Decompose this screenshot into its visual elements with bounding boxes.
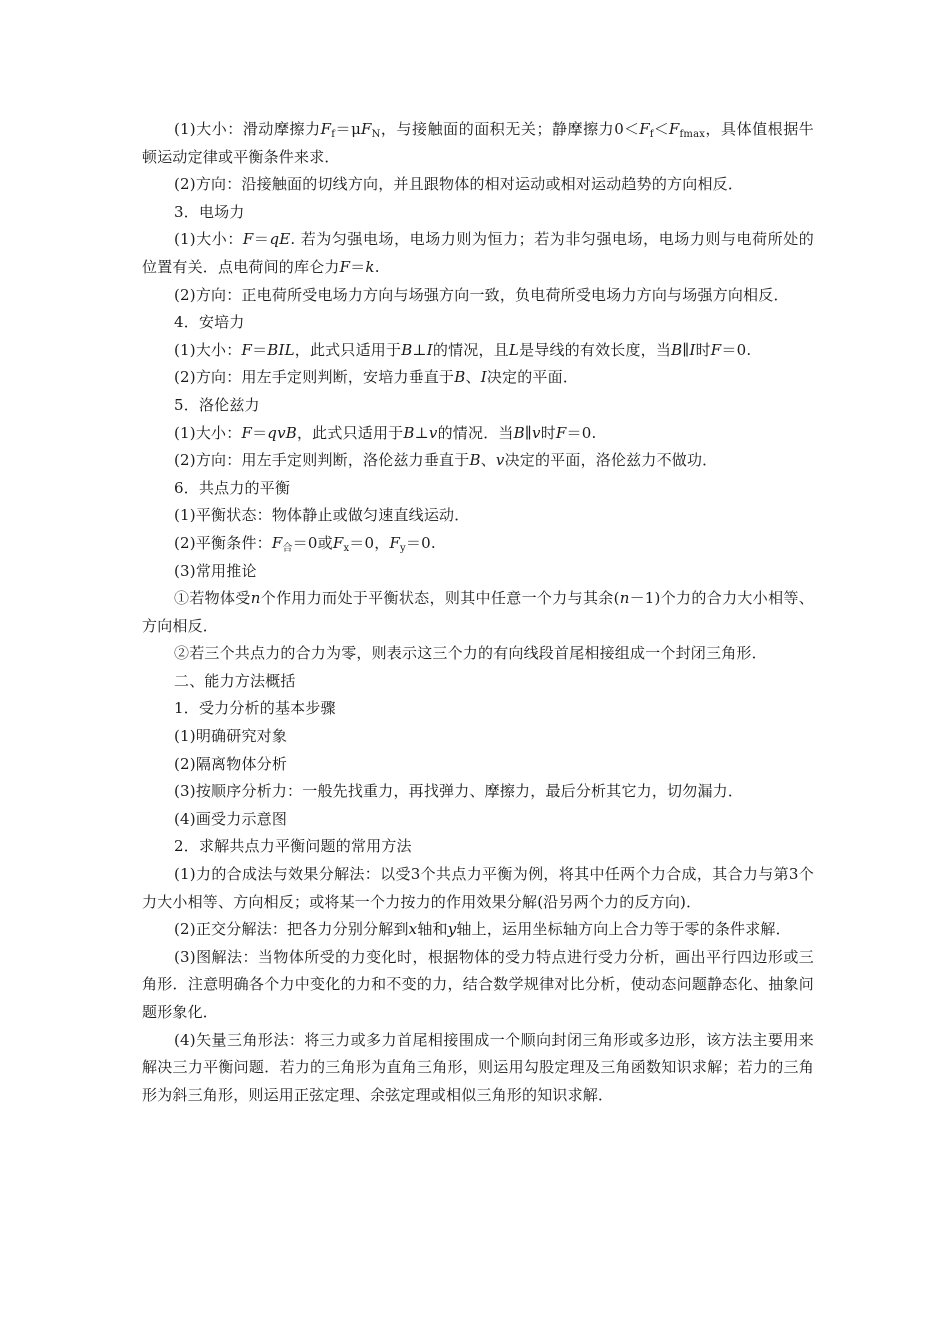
paragraph-method-vector-triangle: (4)矢量三角形法：将三力或多力首尾相接围成一个顺向封闭三角形或多边形，该方法主要用来解决三力平衡问题．若力的三角形为直角三角形，则运用勾股定理及三角函数知识求解；若力的三角形为斜三角形，则运用正弦定理、余弦定理或相似三角形的知识求解． <box>142 1030 814 1104</box>
paragraph-inference-1: ①若物体受n个作用力而处于平衡状态，则其中任意一个力与其余(n－1)个力的合力大小相等、方向相反． <box>142 589 814 635</box>
paragraph-method-orthogonal: (2)正交分解法：把各力分别分解到x轴和y轴上，运用坐标轴方向上合力等于零的条件求解． <box>174 920 791 939</box>
paragraph-common-inferences: (3)常用推论 <box>174 561 257 580</box>
paragraph-method-graphical: (3)图解法：当物体所受的力变化时，根据物体的受力特点进行受力分析，画出平行四边形或三角形．注意明确各个力中变化的力和不变的力，结合数学规律对比分析，使动态问题静态化、抽象问题形象化． <box>142 947 814 1021</box>
paragraph-lorentz-direction: (2)方向：用左手定则判断，洛伦兹力垂直于B、v决定的平面，洛伦兹力不做功． <box>174 451 718 470</box>
paragraph-equilibrium-state: (1)平衡状态：物体静止或做匀速直线运动． <box>174 506 470 525</box>
list-item-step-1: (1)明确研究对象 <box>174 727 288 746</box>
paragraph-friction-direction: (2)方向：沿接触面的切线方向，并且跟物体的相对运动或相对运动趋势的方向相反． <box>174 175 744 194</box>
paragraph-ampere-size: (1)大小：F＝BIL，此式只适用于B⊥I的情况，且L是导线的有效长度，当B∥I时F＝0. <box>174 340 752 359</box>
paragraph-electric-direction: (2)方向：正电荷所受电场力方向与场强方向一致，负电荷所受电场力方向与场强方向相反． <box>174 285 789 304</box>
heading-force-analysis-steps: 1．受力分析的基本步骤 <box>174 699 336 718</box>
paragraph-ampere-direction: (2)方向：用左手定则判断，安培力垂直于B、I决定的平面． <box>174 368 579 387</box>
heading-ability-methods: 二、能力方法概括 <box>174 671 296 690</box>
list-item-step-4: (4)画受力示意图 <box>174 809 288 828</box>
list-item-step-2: (2)隔离物体分析 <box>174 754 288 773</box>
paragraph-inference-2: ②若三个共点力的合力为零，则表示这三个力的有向线段首尾相接组成一个封闭三角形． <box>174 644 767 663</box>
document-body <box>142 116 814 1109</box>
paragraph-friction-size: (1)大小：滑动摩擦力$F_f=\mu F_N$，与接触面的面积无关；静摩擦力$0<F_f<F_{fmax}$，具体值根据牛顿运动定律或平衡条件来求． <box>142 120 814 166</box>
heading-solving-methods: 2．求解共点力平衡问题的常用方法 <box>174 837 412 856</box>
list-item-step-3: (3)按顺序分析力：一般先找重力，再找弹力、摩擦力，最后分析其它力，切勿漏力． <box>174 782 744 801</box>
paragraph-method-synthesis: (1)力的合成法与效果分解法：以受3个共点力平衡为例，将其中任两个力合成，其合力与第3个力大小相等、方向相反；或将某一个力按力的作用效果分解(沿另两个力的反方向)． <box>142 865 814 911</box>
heading-ampere-force: 4．安培力 <box>174 313 245 332</box>
paragraph-equilibrium-condition: (2)平衡条件：$F_合=0$或$F_x=0$，$F_y=0$. <box>174 533 436 554</box>
heading-lorentz-force: 5．洛伦兹力 <box>174 395 260 414</box>
paragraph-electric-size: (1)大小：F＝qE. 若为匀强电场，电场力则为恒力；若为非匀强电场，电场力则与电荷所处的位置有关．点电荷间的库仑力F＝k. <box>142 230 815 276</box>
heading-electric-force: 3．电场力 <box>174 202 245 221</box>
paragraph-lorentz-size: (1)大小：F＝qvB，此式只适用于B⊥v的情况．当B∥v时F＝0. <box>174 423 597 442</box>
heading-equilibrium: 6．共点力的平衡 <box>174 478 291 497</box>
